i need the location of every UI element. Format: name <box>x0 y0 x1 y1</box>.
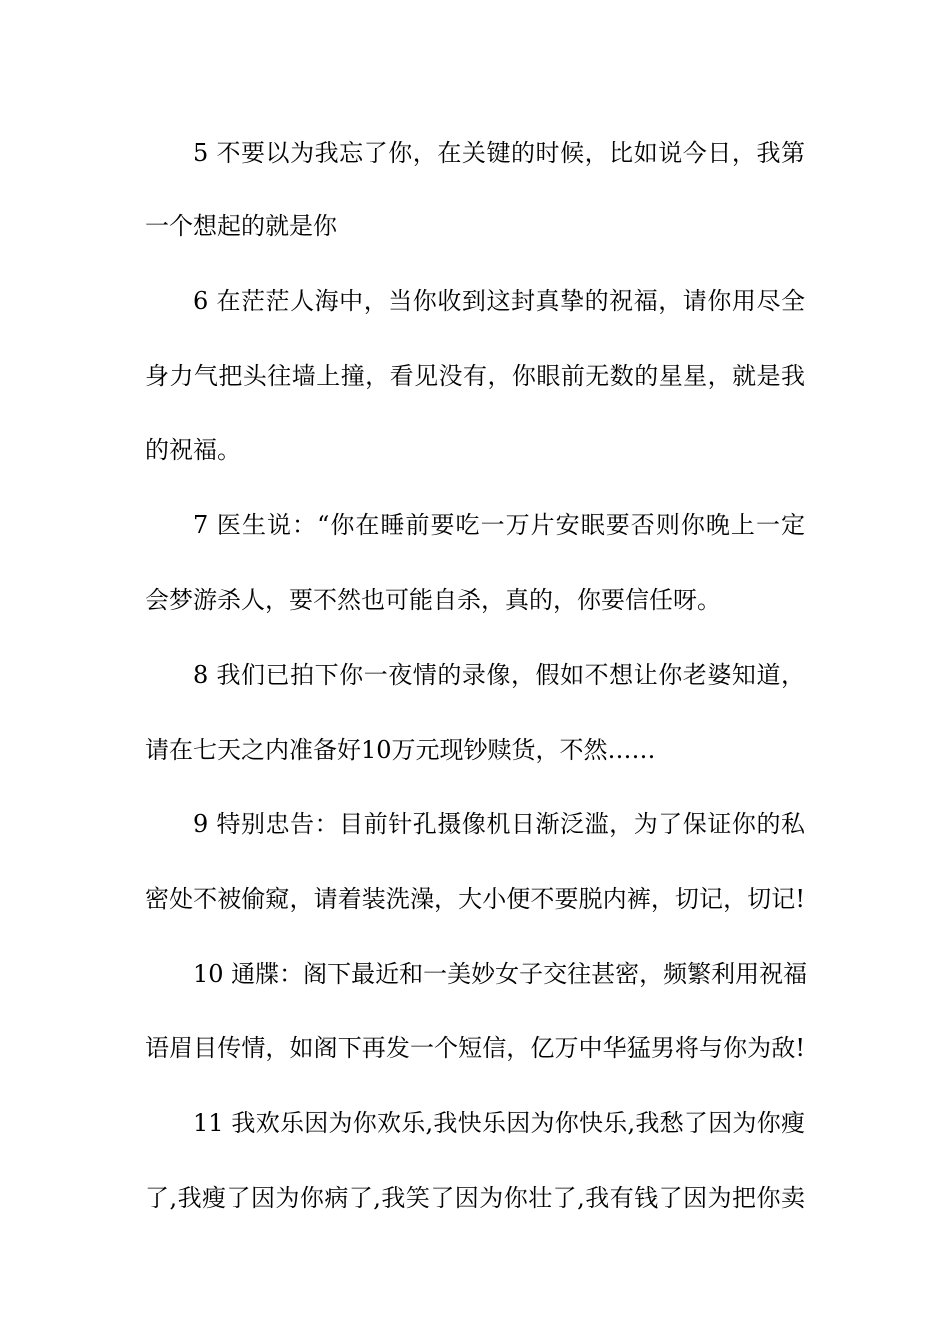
paragraph-9-line-1: 9 特别忠告：目前针孔摄像机日渐泛滥，为了保证你的私 <box>193 810 805 838</box>
paragraph-10-line-1: 10 通牒：阁下最近和一美妙女子交往甚密，频繁利用祝福 <box>193 960 808 988</box>
paragraph-7-line-1: 7 医生说：“你在睡前要吃一万片安眠要否则你晚上一定 <box>193 511 805 539</box>
paragraph-8-line-1: 8 我们已拍下你一夜情的录像，假如不想让你老婆知道， <box>193 661 805 689</box>
paragraph-7-line-2: 会梦游杀人，要不然也可能自杀，真的，你要信任呀。 <box>145 586 721 614</box>
paragraph-5-line-1: 5 不要以为我忘了你，在关键的时候，比如说今日，我第 <box>193 139 805 167</box>
paragraph-6-line-1: 6 在茫茫人海中，当你收到这封真挚的祝福，请你用尽全 <box>193 287 805 315</box>
paragraph-8-line-2: 请在七天之内准备好10万元现钞赎货，不然…… <box>145 736 656 764</box>
paragraph-10-line-2: 语眉目传情，如阁下再发一个短信，亿万中华猛男将与你为敌! <box>145 1034 805 1062</box>
paragraph-9-line-2: 密处不被偷窥，请着装洗澡，大小便不要脱内裤，切记，切记! <box>145 885 805 913</box>
paragraph-11-line-2: 了,我瘦了因为你病了,我笑了因为你壮了,我有钱了因为把你卖 <box>145 1184 805 1212</box>
paragraph-5-line-2: 一个想起的就是你 <box>145 212 337 240</box>
paragraph-6-line-3: 的祝福。 <box>145 436 241 464</box>
paragraph-6-line-2: 身力气把头往墙上撞，看见没有，你眼前无数的星星，就是我 <box>145 362 805 390</box>
paragraph-11-line-1: 11 我欢乐因为你欢乐,我快乐因为你快乐,我愁了因为你瘦 <box>193 1109 805 1137</box>
